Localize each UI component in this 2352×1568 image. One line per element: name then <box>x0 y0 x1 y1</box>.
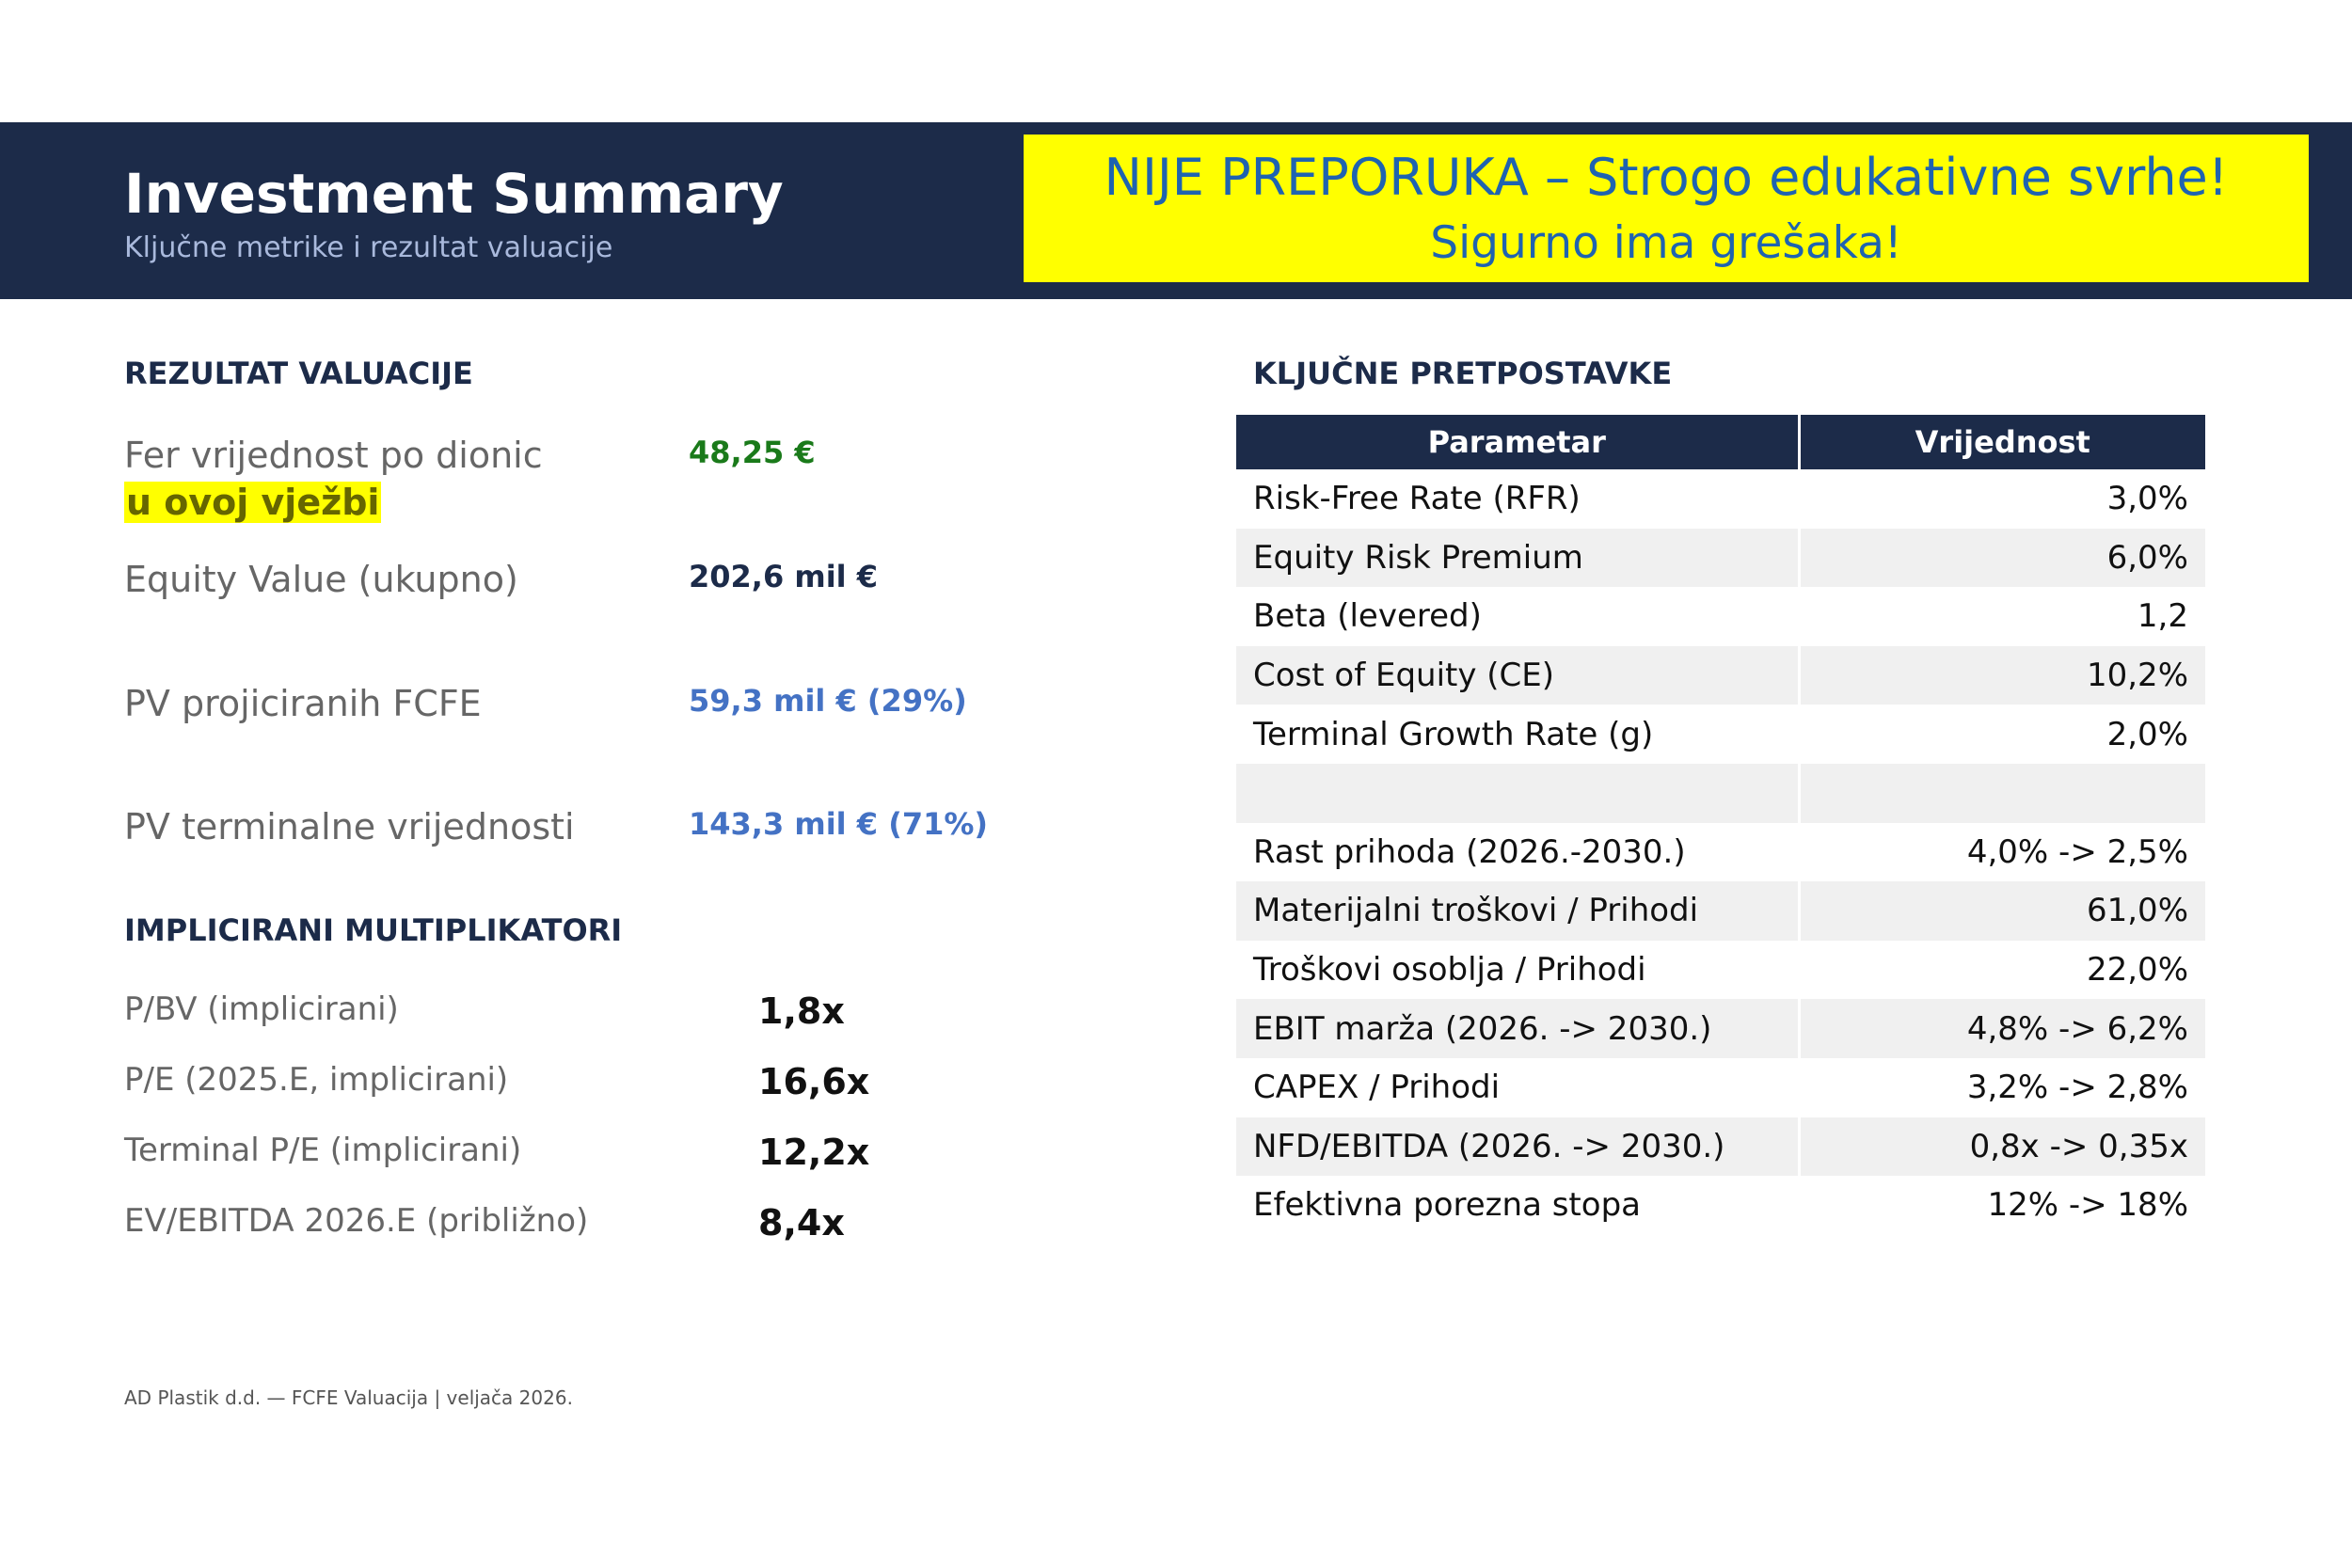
param-cell: Troškovi osoblja / Prihodi <box>1236 941 1799 1000</box>
table-row <box>1236 587 2205 646</box>
value-cell <box>1799 764 2205 823</box>
value-cell: 3,0% <box>2106 480 2188 518</box>
fair-value: 48,25 € <box>689 435 816 470</box>
page-title: Investment Summary <box>124 162 784 226</box>
value-cell: 6,0% <box>1799 529 2205 588</box>
value-cell: 1,2 <box>2137 597 2188 636</box>
table-row <box>1236 1176 2205 1235</box>
multiple-value: 8,4x <box>758 1202 845 1243</box>
param-cell: Terminal Growth Rate (g) <box>1236 705 1799 764</box>
value-cell: 0,8x -> 0,35x <box>1799 1117 2205 1177</box>
value-cell: 3,2% -> 2,8% <box>1966 1069 2188 1107</box>
assumptions-table <box>1236 415 2205 1235</box>
table-row <box>1236 941 2205 1000</box>
equity-value: 202,6 mil € <box>689 559 879 594</box>
param-cell: CAPEX / Prihodi <box>1236 1058 1799 1117</box>
pv-terminal-value: 143,3 mil € (71%) <box>689 806 989 842</box>
fair-value-note <box>124 482 381 523</box>
value-cell: 4,0% -> 2,5% <box>1966 832 2188 871</box>
multiple-label: Terminal P/E (implicirani) <box>124 1132 522 1169</box>
table-row <box>1236 823 2205 882</box>
table-row <box>1236 705 2205 764</box>
param-cell: Equity Risk Premium <box>1236 529 1799 588</box>
pv-fcfe-label: PV projiciranih FCFE <box>124 683 482 724</box>
disclaimer-line-1: NIJE PREPORUKA – Strogo edukativne svrhe! <box>1104 148 2229 207</box>
param-cell: Efektivna porezna stopa <box>1236 1176 1799 1235</box>
fair-value-label: Fer vrijednost po dionic <box>124 435 543 476</box>
table-row <box>1236 999 2205 1058</box>
table-row <box>1236 529 2205 588</box>
table-row <box>1236 881 2205 941</box>
assumptions-heading: KLJUČNE PRETPOSTAVKE <box>1253 356 1673 391</box>
multiple-value: 1,8x <box>758 990 845 1032</box>
param-cell <box>1236 764 1799 823</box>
pv-fcfe-value: 59,3 mil € (29%) <box>689 683 967 719</box>
equity-value-label: Equity Value (ukupno) <box>124 559 518 600</box>
multiple-label: P/BV (implicirani) <box>124 990 399 1028</box>
value-cell: 10,2% <box>1799 646 2205 705</box>
value-cell: 61,0% <box>1799 881 2205 941</box>
value-cell: 4,8% -> 6,2% <box>1799 999 2205 1058</box>
valuation-heading: REZULTAT VALUACIJE <box>124 356 473 391</box>
disclaimer-line-2: Sigurno ima grešaka! <box>1430 217 1902 269</box>
value-cell: 22,0% <box>2086 951 2188 990</box>
page-subtitle: Ključne metrike i rezultat valuacije <box>124 231 613 264</box>
fair-value-note-highlight: u ovoj vježbi <box>126 482 380 523</box>
multiple-value: 16,6x <box>758 1061 870 1102</box>
pv-terminal-label: PV terminalne vrijednosti <box>124 806 575 847</box>
multiple-value: 12,2x <box>758 1132 870 1173</box>
multiples-heading: IMPLICIRANI MULTIPLIKATORI <box>124 912 623 948</box>
param-cell: Rast prihoda (2026.-2030.) <box>1236 823 1799 882</box>
table-row <box>1236 1058 2205 1117</box>
table-row <box>1236 469 2205 529</box>
multiple-label: P/E (2025.E, implicirani) <box>124 1061 509 1099</box>
param-cell: NFD/EBITDA (2026. -> 2030.) <box>1236 1117 1799 1177</box>
footer-text: AD Plastik d.d. — FCFE Valuacija | veljača 2026. <box>124 1386 573 1409</box>
column-header-vrijednost: Vrijednost <box>1799 415 2205 469</box>
table-row <box>1236 1117 2205 1177</box>
param-cell: Risk-Free Rate (RFR) <box>1236 469 1799 529</box>
disclaimer-banner <box>1024 135 2309 282</box>
table-row-spacer <box>1236 764 2205 823</box>
table-header-row <box>1236 415 2205 469</box>
table-row <box>1236 646 2205 705</box>
param-cell: Beta (levered) <box>1236 587 1799 646</box>
column-header-parametar: Parametar <box>1236 415 1799 469</box>
param-cell: EBIT marža (2026. -> 2030.) <box>1236 999 1799 1058</box>
param-cell: Materijalni troškovi / Prihodi <box>1236 881 1799 941</box>
value-cell: 12% -> 18% <box>1987 1186 2188 1225</box>
param-cell: Cost of Equity (CE) <box>1236 646 1799 705</box>
value-cell: 2,0% <box>2106 715 2188 753</box>
multiple-label: EV/EBITDA 2026.E (približno) <box>124 1202 589 1240</box>
